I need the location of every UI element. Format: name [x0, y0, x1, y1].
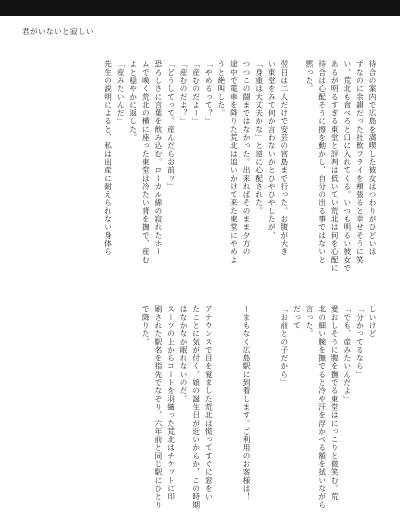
page-title: 君がいないと寂しい	[22, 27, 94, 36]
text-line: だって	[292, 305, 302, 330]
text-line: たことに気が付く。娘の誕生日が近いからか、この時期	[191, 305, 201, 509]
text-line: い東堂をみて何か言わないかとひやひやしたが、	[267, 60, 277, 240]
text-line: 「やめるって？」	[204, 60, 214, 126]
text-line: しいけど	[368, 305, 377, 338]
text-line: 「身重は大丈夫かな」と逆に心配された。	[254, 60, 264, 215]
text-line: 「産むのだよー」	[191, 60, 201, 126]
text-line: あるが明るすぎる東堂と評判は低いてい荒北は何を心配に	[330, 60, 340, 272]
text-line: 「お前との子だから」	[279, 305, 289, 387]
book-page	[0, 16, 400, 519]
text-line: ーまもなく広島駅に到着します。ご利用のお客様は！	[242, 305, 252, 501]
text-line	[290, 60, 303, 260]
text-line: い、荒北も食べろと口に入れてくる。いつも明るい彼女で	[342, 60, 352, 272]
upper-text-block	[22, 60, 378, 272]
text-line	[214, 305, 227, 505]
text-line: うと絶叫した。	[216, 60, 226, 118]
text-line: よと穏やかに返した。	[128, 60, 138, 142]
top-header-bar	[0, 0, 400, 16]
text-line: 「でも、産みたいんだよ」	[342, 305, 352, 403]
text-line: 刷された駅名を指先でなぞり、六年前と同じ駅にひとり	[153, 305, 163, 509]
text-line: で降りた。	[141, 305, 151, 346]
text-line	[265, 305, 278, 505]
text-line: 北の細い腕を撫でると冷や汗を浮かべる額を拭いながら	[317, 305, 327, 509]
text-line: ずなのに余韻だった社飲フライを頬張ると幸せそうに笑	[355, 60, 365, 264]
text-line: 恐ろしさに言葉を飲み込む。ローカル線の寂れたホー	[153, 60, 163, 256]
text-line: 待合は心配そうに擦を動かし、自分の出る事ではないと	[317, 60, 327, 264]
text-line: つつこの闘まではなかった。出来ればそのまま夕方の	[242, 60, 252, 256]
text-line: はなかなか眠れないのだ。	[179, 305, 189, 403]
text-line: 「分かってるなら」	[355, 305, 365, 379]
text-line: 先生の説明によると、私は出産に耐えられない身体ら	[103, 60, 113, 256]
text-line: 「産みたいんだ」	[116, 60, 126, 126]
text-line: 途中で電車を降りた荒北は追いかけて来た東堂にやめよ	[229, 60, 239, 264]
text-line: 「産むのだよ？」	[179, 60, 189, 126]
text-line	[227, 305, 240, 505]
text-line: 「どうしてって。産んだらお前ッ」	[166, 60, 176, 191]
text-line: 翌日は二人だけで安芸の宮島まで行った。お腹が大き	[279, 60, 289, 256]
text-line: 黙った。	[305, 60, 315, 93]
text-line: ムで喚く荒北の横に座った東堂は冷たい背を撫で、産む	[141, 60, 151, 264]
text-line: 待合の案内で広島を満喫した彼女はつわりがひどいは	[368, 60, 377, 256]
text-line: アナウンスで目を覚ました荒北は慌ってすぐに窓をい	[204, 305, 214, 501]
lower-text-block	[22, 305, 378, 509]
text-line	[252, 305, 265, 505]
text-line: 愛おしそうに腹を撫でる東堂はにっこりと微笑む。荒	[330, 305, 340, 501]
text-line: 言った。	[305, 305, 315, 338]
text-line: スーツの上からコートを羽織った荒北はチケットに印	[166, 305, 176, 501]
